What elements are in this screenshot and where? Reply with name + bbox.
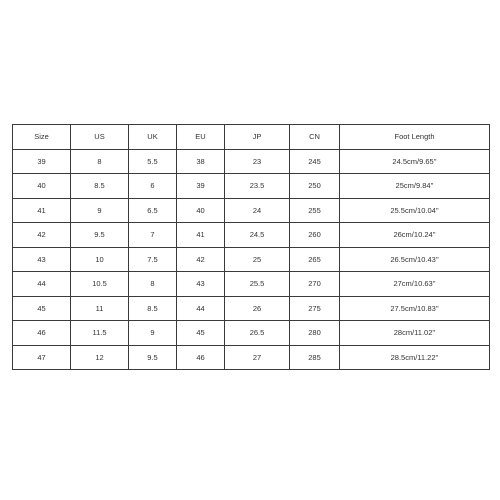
table-row (13, 321, 490, 346)
cell-uk: 6.5 (129, 198, 177, 223)
cell-foot-length: 28.5cm/11.22'' (340, 345, 490, 370)
table-row (13, 223, 490, 248)
header-cell-jp: JP (225, 125, 290, 150)
cell-eu: 38 (177, 149, 225, 174)
cell-uk: 9.5 (129, 345, 177, 370)
cell-cn: 250 (290, 174, 340, 199)
cell-foot-length: 24.5cm/9.65'' (340, 149, 490, 174)
cell-eu: 46 (177, 345, 225, 370)
table-row (13, 174, 490, 199)
cell-cn: 255 (290, 198, 340, 223)
header-cell-us: US (71, 125, 129, 150)
cell-us: 11 (71, 296, 129, 321)
cell-size: 43 (13, 247, 71, 272)
cell-size: 45 (13, 296, 71, 321)
cell-cn: 260 (290, 223, 340, 248)
header-row (13, 125, 490, 150)
cell-jp: 24.5 (225, 223, 290, 248)
cell-size: 47 (13, 345, 71, 370)
cell-jp: 26.5 (225, 321, 290, 346)
cell-size: 41 (13, 198, 71, 223)
cell-cn: 270 (290, 272, 340, 297)
cell-us: 10.5 (71, 272, 129, 297)
cell-eu: 42 (177, 247, 225, 272)
cell-uk: 7.5 (129, 247, 177, 272)
cell-us: 8 (71, 149, 129, 174)
cell-jp: 25.5 (225, 272, 290, 297)
header-cell-cn: CN (290, 125, 340, 150)
header-cell-uk: UK (129, 125, 177, 150)
cell-jp: 25 (225, 247, 290, 272)
cell-size: 46 (13, 321, 71, 346)
header-cell-eu: EU (177, 125, 225, 150)
cell-us: 9.5 (71, 223, 129, 248)
cell-jp: 26 (225, 296, 290, 321)
cell-cn: 245 (290, 149, 340, 174)
cell-eu: 44 (177, 296, 225, 321)
table-row (13, 247, 490, 272)
cell-us: 12 (71, 345, 129, 370)
cell-foot-length: 27cm/10.63'' (340, 272, 490, 297)
cell-jp: 23.5 (225, 174, 290, 199)
cell-us: 9 (71, 198, 129, 223)
cell-size: 42 (13, 223, 71, 248)
cell-size: 44 (13, 272, 71, 297)
cell-cn: 280 (290, 321, 340, 346)
cell-foot-length: 28cm/11.02'' (340, 321, 490, 346)
cell-size: 40 (13, 174, 71, 199)
cell-foot-length: 25cm/9.84'' (340, 174, 490, 199)
table-row (13, 198, 490, 223)
header-cell-size: Size (13, 125, 71, 150)
table-row (13, 272, 490, 297)
table-row (13, 296, 490, 321)
cell-foot-length: 27.5cm/10.83'' (340, 296, 490, 321)
header-cell-foot-length: Foot Length (340, 125, 490, 150)
cell-eu: 45 (177, 321, 225, 346)
cell-size: 39 (13, 149, 71, 174)
cell-eu: 41 (177, 223, 225, 248)
table-row (13, 149, 490, 174)
cell-jp: 23 (225, 149, 290, 174)
cell-foot-length: 25.5cm/10.04'' (340, 198, 490, 223)
cell-cn: 285 (290, 345, 340, 370)
cell-cn: 275 (290, 296, 340, 321)
cell-uk: 8 (129, 272, 177, 297)
cell-us: 10 (71, 247, 129, 272)
cell-uk: 9 (129, 321, 177, 346)
cell-eu: 40 (177, 198, 225, 223)
cell-eu: 39 (177, 174, 225, 199)
cell-uk: 6 (129, 174, 177, 199)
cell-jp: 24 (225, 198, 290, 223)
shoe-size-chart (12, 124, 490, 370)
cell-jp: 27 (225, 345, 290, 370)
cell-cn: 265 (290, 247, 340, 272)
cell-foot-length: 26.5cm/10.43'' (340, 247, 490, 272)
cell-eu: 43 (177, 272, 225, 297)
cell-uk: 5.5 (129, 149, 177, 174)
cell-us: 8.5 (71, 174, 129, 199)
cell-foot-length: 26cm/10.24'' (340, 223, 490, 248)
cell-uk: 7 (129, 223, 177, 248)
cell-us: 11.5 (71, 321, 129, 346)
table-row (13, 345, 490, 370)
cell-uk: 8.5 (129, 296, 177, 321)
